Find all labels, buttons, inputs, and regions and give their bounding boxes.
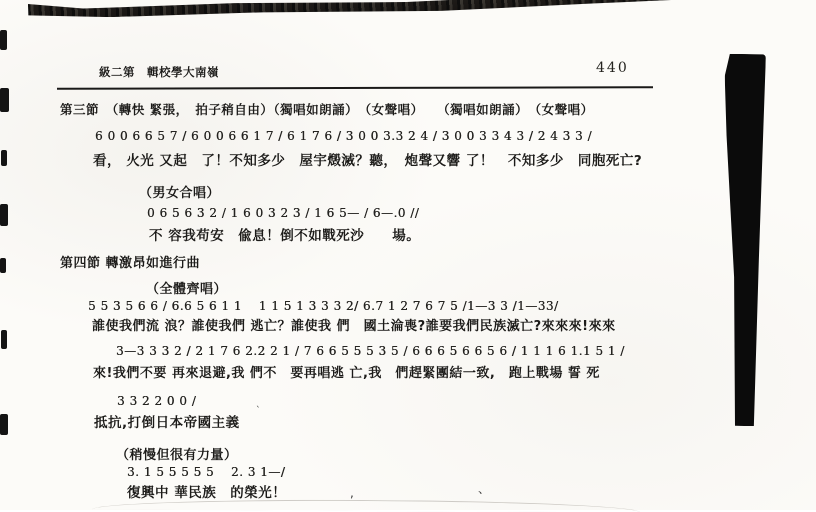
scan-artifact-right-bar [721, 54, 766, 426]
lyrics-line: 不 容我苟安 偸息！倒不如戰死沙 場。 [149, 224, 420, 244]
lyrics-line: 看， 火光 又起 了！不知多少 屋宇燬滅？聽， 炮聲又響 了！ 不知多少 同胞死亡? [93, 149, 642, 169]
notation-line: 0 6 5 6 3 2 / 1 6 0 3 2 3 / 1 6 5— / 6—.0 // [147, 206, 419, 220]
running-head-title: 級二第 輯校學大南嶺 [99, 64, 219, 80]
scan-artifact-top-edge [28, 0, 716, 18]
notation-line: 3. 1 5 5 5 5 5 2. 3 1—/ [127, 463, 285, 480]
notation-line: 3—3 3 3 2 / 2 1 7 6 2.2 2 1 / 7 6 6 5 5 5 3 5 / 6 6 6 5 6 6 5 6 / 1 1 1 6 1.1 5 1 / [116, 344, 625, 358]
duet-label: （男女合唱） [139, 182, 220, 201]
notation-line: 3 3 2 2 0 0 / [117, 394, 196, 408]
scan-mark [0, 30, 7, 50]
scan-mark [0, 88, 9, 112]
header-rule [57, 86, 653, 90]
scan-mark [0, 258, 6, 273]
scan-mark [1, 150, 7, 166]
lyrics-line: 來!我們不要 再來退避,我 們不 要再唱逃 亡,我 們趕緊團結一致, 跑上戰場 誓 死 [93, 362, 600, 381]
scan-mark [0, 414, 8, 435]
scan-mark [0, 204, 8, 226]
tempo-label: （稍慢但很有力量） [116, 444, 238, 463]
section-four-heading: 第四節 轉激昂如進行曲 [60, 252, 200, 271]
tutti-label: （全體齊唱） [146, 278, 227, 297]
notation-line: 5 5 3 5 6 6 / 6.6 5 6 1 1 1 1 5 1 3 3 3 2/ 6.7 1 2 7 6 7 5 /1—3 3 /1—33/ [88, 297, 559, 314]
ink-speck: ` [256, 406, 261, 416]
lyrics-line: 復興中 華民族 的榮光！ [127, 481, 286, 501]
ink-speck: , [350, 486, 354, 500]
ink-speck: 、 [478, 480, 490, 497]
page-number: 440 [596, 60, 629, 76]
lyrics-line: 抵抗,打倒日本帝國主義 [94, 411, 240, 431]
section-three-heading: 第三節 （轉快 緊張， 拍子稍自由）（獨唱如朗誦） （女聲唱） （獨唱如朗誦） （女聲唱） [60, 100, 594, 118]
lyrics-line: 誰使我們流 浪？誰使我們 逃亡？誰使我 們 國土淪喪?誰要我們民族滅亡?來來來!來來 [92, 315, 616, 334]
scan-mark [1, 330, 7, 349]
notation-line: 6 0 0 6 6 5 7 / 6 0 0 6 6 1 7 / 6 1 7 6 / 3 0 0 3.3 2 4 / 3 0 0 3 3 4 3 / 2 4 3 3 / [95, 129, 592, 143]
